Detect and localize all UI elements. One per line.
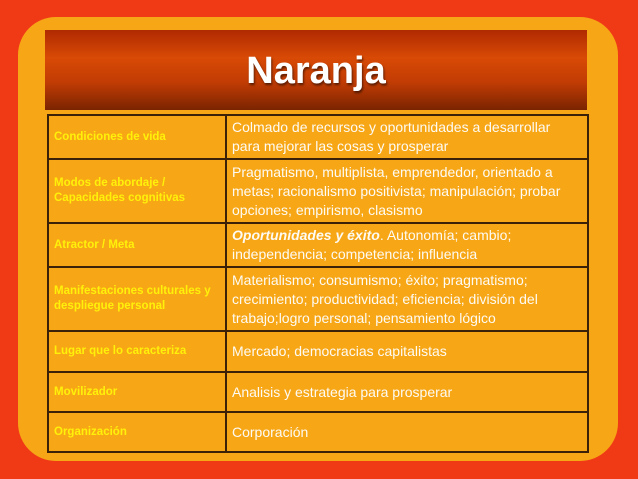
row-value: Colmado de recursos y oportunidades a desarrollar para mejorar las cosas y prosperar bbox=[226, 115, 588, 159]
definition-table bbox=[47, 114, 589, 453]
row-value: Pragmatismo, multiplista, emprendedor, orientado a metas; racionalismo positivista; manipulación; probar opciones; empirismo, clasismo bbox=[226, 159, 588, 223]
row-label: Modos de abordaje / Capacidades cognitivas bbox=[48, 159, 226, 223]
row-label: Condiciones de vida bbox=[48, 115, 226, 159]
row-label: Organización bbox=[48, 412, 226, 452]
title-bar bbox=[45, 30, 587, 110]
row-label: Movilizador bbox=[48, 372, 226, 412]
table-row bbox=[48, 267, 588, 331]
row-label: Lugar que lo caracteriza bbox=[48, 331, 226, 372]
row-value bbox=[226, 223, 588, 267]
table-row bbox=[48, 412, 588, 452]
table-row bbox=[48, 115, 588, 159]
slide-title: Naranja bbox=[246, 50, 386, 92]
table-row bbox=[48, 331, 588, 372]
row-value: Analisis y estrategia para prosperar bbox=[226, 372, 588, 412]
row-label: Atractor / Meta bbox=[48, 223, 226, 267]
table-row bbox=[48, 223, 588, 267]
row-value: Materialismo; consumismo; éxito; pragmatismo; crecimiento; productividad; eficiencia; división del trabajo;logro personal; pensamiento lógico bbox=[226, 267, 588, 331]
row-value-emphasis: Oportunidades y éxito bbox=[232, 227, 380, 243]
row-value: Mercado; democracias capitalistas bbox=[226, 331, 588, 372]
row-label: Manifestaciones culturales y despliegue personal bbox=[48, 267, 226, 331]
row-value: Corporación bbox=[226, 412, 588, 452]
table-row bbox=[48, 372, 588, 412]
row-value-rest: . Autonomía; cambio; independencia; competencia; influencia bbox=[232, 227, 512, 262]
table-row bbox=[48, 159, 588, 223]
